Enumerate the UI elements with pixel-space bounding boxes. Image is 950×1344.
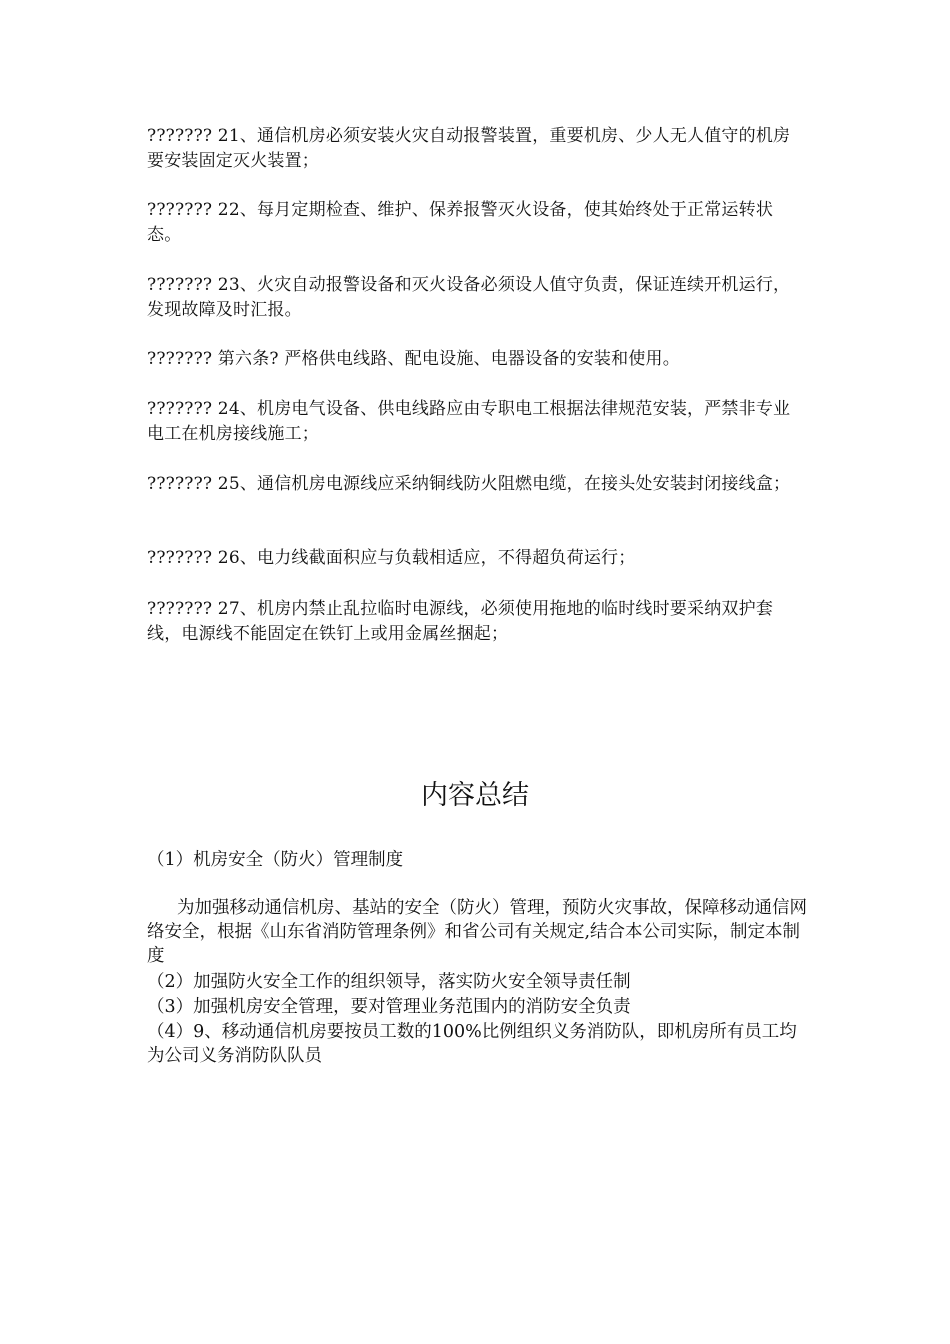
summary-item-3: （3）加强机房安全管理，要对管理业务范围内的消防安全负责 [147,997,631,1017]
paragraph-27: ??????? 27、机房内禁止乱拉临时电源线，必须使用拖地的临时线时要采纳双护套线，电源线不能固定在铁钉上或用金属丝捆起； [147,599,774,644]
paragraph-23: ??????? 23、火灾自动报警设备和灭火设备必须设人值守负责，保证连续开机运行，发现故障及时汇报。 [147,275,791,320]
summary-item-1: （1）机房安全（防火）管理制度 [147,850,404,870]
summary-item-4: （4）9、移动通信机房要按员工数的100%比例组织义务消防队，即机房所有员工均为公司义务消防队队员 [147,1022,797,1066]
paragraph-26: ??????? 26、电力线截面积应与负载相适应，不得超负荷运行； [147,548,636,568]
paragraph-21: ??????? 21、通信机房必须安装火灾自动报警装置，重要机房、少人无人值守的机房要安装固定灭火装置； [147,126,791,171]
summary-title: 内容总结 [421,780,529,811]
paragraph-24: ??????? 24、机房电气设备、供电线路应由专职电工根据法律规范安装，严禁非专业电工在机房接线施工； [147,399,791,444]
paragraph-22: ??????? 22、每月定期检查、维护、保养报警灭火设备，使其始终处于正常运转状态。 [147,200,774,245]
article-six-heading: ??????? 第六条? 严格供电线路、配电设施、电器设备的安装和使用。 [147,349,680,369]
paragraph-25: ??????? 25、通信机房电源线应采纳铜线防火阻燃电缆，在接头处安装封闭接线盒； [147,474,791,494]
summary-item-2: （2）加强防火安全工作的组织领导，落实防火安全领导责任制 [147,972,631,992]
summary-intro: 为加强移动通信机房、基站的安全（防火）管理，预防火灾事故，保障移动通信网络安全，根据《山东省消防管理条例》和省公司有关规定,结合本公司实际，制定本制度 [147,898,807,966]
